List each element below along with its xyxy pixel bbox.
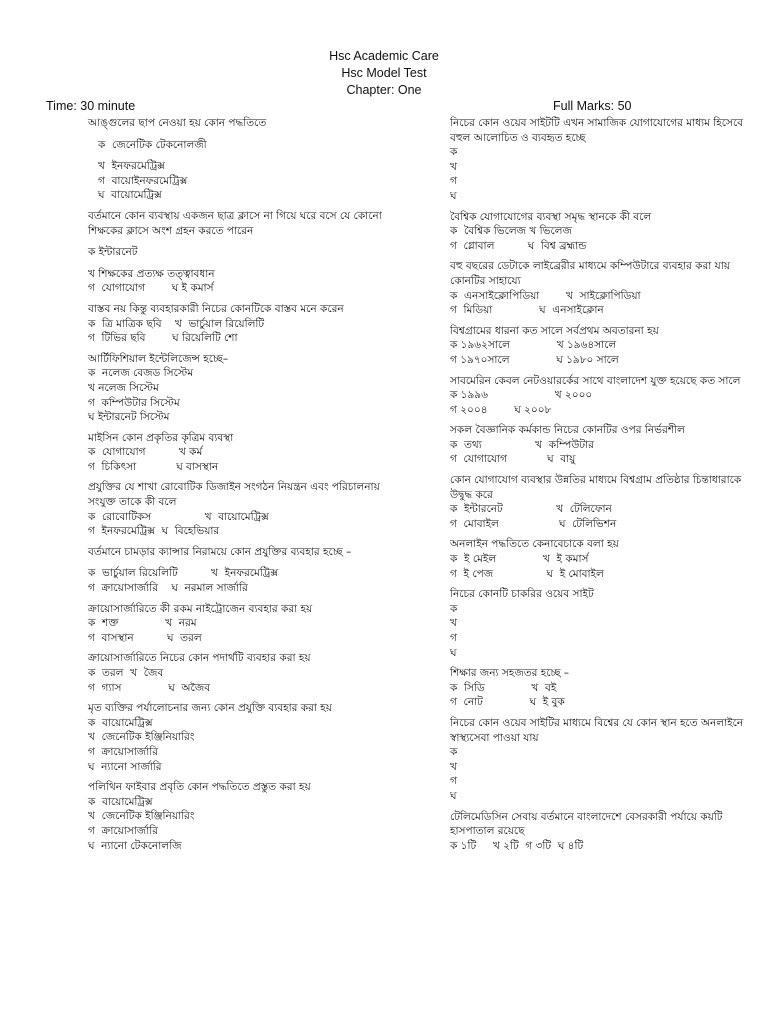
question-block (88, 602, 383, 646)
question-block (450, 537, 746, 581)
question-block (450, 473, 746, 531)
question-text: ক্রায়োসার্জারিতে কী রকম নাইট্রোজেন ব্যবহার করা হয় (88, 602, 313, 615)
line-gap (88, 260, 383, 267)
answer-option: গ বাসস্থান ঘ তরল (88, 631, 202, 644)
question-block (88, 780, 383, 853)
answer-option: গ মোবাইল ঘ টেলিভিশন (450, 517, 617, 530)
full-marks-label: Full Marks: 50 (553, 99, 632, 113)
question-text: বাস্তব নয় কিন্তু ব্যবহারকারী নিচের কোনটিকে বাস্তব মনে করেন (88, 302, 344, 315)
answer-option: খ ইনফরমেট্রিক্স (88, 160, 165, 173)
question-text: বিশ্বগ্রামের ধারনা কত সালে সর্বপ্রথম অবতারনা হয় (450, 324, 659, 337)
answer-option: ক তথ্য খ কম্পিউটার (450, 438, 594, 451)
left-question-column (88, 116, 383, 859)
question-text: মাইসিন কোন প্রকৃতির কৃত্রিম ব্যবস্থা (88, 431, 234, 444)
answer-option: গ মিডিয়া ঘ এনসাইক্লোন (450, 304, 604, 317)
answer-option: ক জেনেটিক টেকনোলজী (88, 138, 207, 151)
question-text: শিক্ষার জন্য সহজতর হচ্ছে – (450, 667, 570, 680)
question-block (450, 587, 746, 660)
line-gap (88, 559, 383, 566)
question-block (88, 545, 383, 596)
answer-option: গ যোগাযোগ ঘ বায়ু (450, 453, 576, 466)
answer-option: গ (450, 175, 457, 188)
answer-option: খ (450, 760, 457, 773)
answer-option: ক বায়োমেট্রিক্স (88, 716, 153, 729)
question-block (450, 210, 746, 254)
question-text: কোন যোগাযোগ ব্যবস্থার উন্নতির মাধ্যমে বিশ্বগ্রাম প্রতিষ্ঠার চিন্তাধারাকে উদ্বুদ্ধ করে (450, 474, 742, 501)
line-gap (88, 152, 383, 159)
answer-option: ঘ (450, 189, 457, 202)
answer-option: ঘ (450, 646, 457, 659)
answer-option: ক শক্ত খ নরম (88, 617, 197, 630)
question-block (88, 701, 383, 774)
answer-option: গ ২০০৪ ঘ ২০০৮ (450, 403, 552, 416)
answer-option: খ শিক্ষকের প্রত্যক্ষ তত্ত্বাবধান (88, 267, 215, 280)
answer-option: গ ক্রায়োসার্জারি (88, 745, 159, 758)
answer-option: গ (450, 632, 457, 644)
question-block (88, 209, 383, 296)
answer-option: গ চিকিৎসা ঘ বাসস্থান (88, 460, 219, 473)
answer-option: ক ইন্টারনেট খ টেলিফোন (450, 503, 612, 516)
question-text: সাবমেরিন কেবল নেটওয়ারর্কের সাথে বাংলাদেশ যুক্ত হয়েছে কত সালে (450, 374, 741, 387)
answer-option: খ জেনেটিক ইঞ্জিনিয়ারিং (88, 731, 195, 744)
line-gap (88, 131, 383, 138)
answer-option: ক ১৯৬২সালে খ ১৯৬৪সালে (450, 339, 617, 352)
answer-option: ক বৈশ্বিক ভিলেজ খ ভিলেজ (450, 225, 572, 238)
line-gap (88, 238, 383, 245)
answer-option: ক (450, 746, 458, 759)
question-block (88, 116, 383, 203)
answer-option: গ গ্যাস ঘ অজৈব (88, 681, 211, 694)
answer-option: গ বায়োইনফরমেট্রিক্স (88, 174, 188, 187)
answer-option: ক যোগাযোগ খ কর্ম (88, 446, 203, 459)
answer-option: গ নোট ঘ ই বুক (450, 696, 565, 709)
question-text: নিচের কোন ওয়েব সাইটির মাধ্যমে বিশ্বের যে কোন স্থান হতে অনলাইনে স্বাস্থ্যসেবা পাওয়া যায় (450, 716, 744, 744)
answer-option: ঘ ন্যানো সার্জারি (88, 760, 162, 773)
answer-option: ক ত্রি মাত্রিক ছবি খ ভার্চুয়াল রিয়েলিটি (88, 317, 265, 330)
question-block (450, 423, 746, 467)
question-text: আর্টিফিশিয়াল ইন্টেলিজেন্স হচ্ছে– (88, 352, 229, 365)
question-block (450, 716, 746, 804)
answer-option: ক (450, 146, 458, 159)
question-block (450, 374, 746, 418)
answer-option: গ ক্রায়োসার্জারি ঘ নরমাল সার্জারি (88, 582, 248, 595)
answer-option: ক ই মেইল খ ই কমার্স (450, 553, 589, 566)
answer-option: ক ১টি খ ২টি গ ৩টি ঘ ৪টি (450, 839, 584, 852)
answer-option: ক রোবোটিকস খ বায়োমেট্রিক্স (88, 510, 269, 523)
answer-option: ঘ বায়োমেট্রিক্স (88, 189, 162, 202)
answer-option: গ যোগাযোগ ঘ ই কমার্স (88, 282, 214, 295)
answer-option: গ টিভির ছবি ঘ রিয়েলিটি শো (88, 332, 238, 345)
question-text: সকল বৈজ্ঞানিক কর্মকান্ড নিচের কোনটির ওপর নির্ভরশীল (450, 424, 685, 437)
right-question-column (450, 116, 746, 859)
answer-option: ক ভার্চুয়াল রিয়েলিটি খ ইনফরমেট্রিক্স (88, 567, 279, 580)
question-block (450, 259, 746, 317)
answer-option: গ গ্লোবাল ঘ বিশ্ব ব্রহ্মান্ড (450, 239, 587, 252)
answer-option: খ (450, 617, 457, 630)
answer-option: ক এনসাইক্লোপিডিয়া খ সাইক্লোপিডিয়া (450, 289, 641, 302)
answer-option: খ নলেজ সিস্টেম (88, 381, 159, 394)
answer-option: ঘ ন্যানো টেকনোলজি (88, 839, 182, 852)
question-text: বর্তমানে চামড়ার ক্যান্সার নিরাময়ে কোন প্রযুক্তির ব্যবহার হচ্ছে – (88, 545, 352, 558)
answer-option: গ কম্পিউটার সিস্টেম (88, 396, 180, 409)
answer-option: ক সিডি খ বই (450, 681, 557, 694)
question-block (450, 810, 746, 854)
answer-option: ঘ ইন্টারনেট সিস্টেম (88, 411, 170, 424)
answer-option: গ ই পেজ ঘ ই মোবাইল (450, 567, 604, 580)
exam-header (0, 48, 768, 99)
question-text: নিচের কোন ওয়েব সাইটটি এখন সামাজিক যোগাযোগের মাধ্যম হিসেবে বহুল আলোচিত ও ব্যবহৃত হচ্ছে (450, 117, 744, 144)
answer-option: ক নলেজ বেজড সিস্টেম (88, 367, 194, 380)
question-text: প্রযুক্তির যে শাখা রোবোটিক ডিজাইন সংগঠন নিয়ন্ত্রন এবং পরিচালনায় সংযুক্ত তাকে কী বলে (88, 481, 380, 509)
chapter-title: Chapter: One (346, 83, 422, 97)
question-block (88, 431, 383, 475)
answer-option: খ (450, 160, 457, 173)
question-block (450, 666, 746, 710)
question-text: বৈশ্বিক যোগাযোগের ব্যবস্থা সমৃদ্ধ স্থানকে কী বলে (450, 210, 652, 223)
time-label: Time: 30 minute (46, 99, 136, 113)
question-block (88, 480, 383, 538)
question-text: টেলিমেডিসিন সেবায় বর্তমানে বাংলাদেশে বেসরকারী পর্যায়ে কয়টি হাসপাতাল রয়েছে (450, 810, 723, 838)
answer-option: ক তরল খ জৈব (88, 667, 164, 679)
question-text: ক্রায়োসার্জারিতে নিচের কোন পদার্থটি ব্যবহার করা হয় (88, 652, 311, 665)
answer-option: ক বায়োমেট্রিক্স (88, 795, 153, 808)
answer-option: ক ইন্টারনেট (88, 246, 138, 259)
test-title: Hsc Model Test (341, 66, 427, 80)
question-block (450, 116, 746, 204)
question-text: মৃত ব্যক্তির পর্যালোচনার জন্য কোন প্রযুক্তি ব্যবহার করা হয় (88, 702, 332, 715)
question-text: বর্তমানে কোন ব্যবস্থায় একজন ছাত্র ক্লাসে না গিয়ে ঘরে বসে যে কোনো শিক্ষকের ক্লাসে অংশ গ্রহন করতে পারেন (88, 209, 382, 237)
answer-option: গ ১৯৭০সালে ঘ ১৯৮০ সালে (450, 353, 619, 366)
question-text: আঙ্গুলের ছাপ নেওয়া হয় কোন পদ্ধতিতে (88, 117, 267, 129)
answer-option: ঘ (450, 789, 457, 802)
question-block (88, 352, 383, 425)
answer-option: গ ইনফরমেট্রিক্স ঘ বিহেভিয়ার (88, 525, 220, 538)
question-block (88, 302, 383, 346)
question-text: পলিথিন ফাইবার প্রবৃতি কোন পদ্ধতিতে প্রস্তুত করা হয় (88, 781, 311, 794)
answer-option: গ (450, 775, 457, 788)
question-block (88, 651, 383, 695)
question-text: নিচের কোনটি চাকরির ওয়েব সাইট (450, 588, 594, 601)
question-text: বহু বছরের ডেটাকে লাইব্রেরীর মাধ্যমে কম্পিউটারে ব্যবহার করা যায় কোনটির সাহায্যে (450, 260, 730, 287)
institute-title: Hsc Academic Care (329, 49, 439, 63)
answer-option: গ ক্রায়োসার্জারি (88, 824, 159, 837)
question-block (450, 324, 746, 368)
answer-option: ক ১৯৯৬ খ ২০০০ (450, 389, 593, 402)
question-text: অনলাইন পদ্ধতিতে কেনাবেচাকে বলা হয় (450, 538, 619, 551)
answer-option: ক (450, 602, 458, 615)
answer-option: খ জেনেটিক ইঞ্জিনিয়ারিং (88, 810, 195, 823)
